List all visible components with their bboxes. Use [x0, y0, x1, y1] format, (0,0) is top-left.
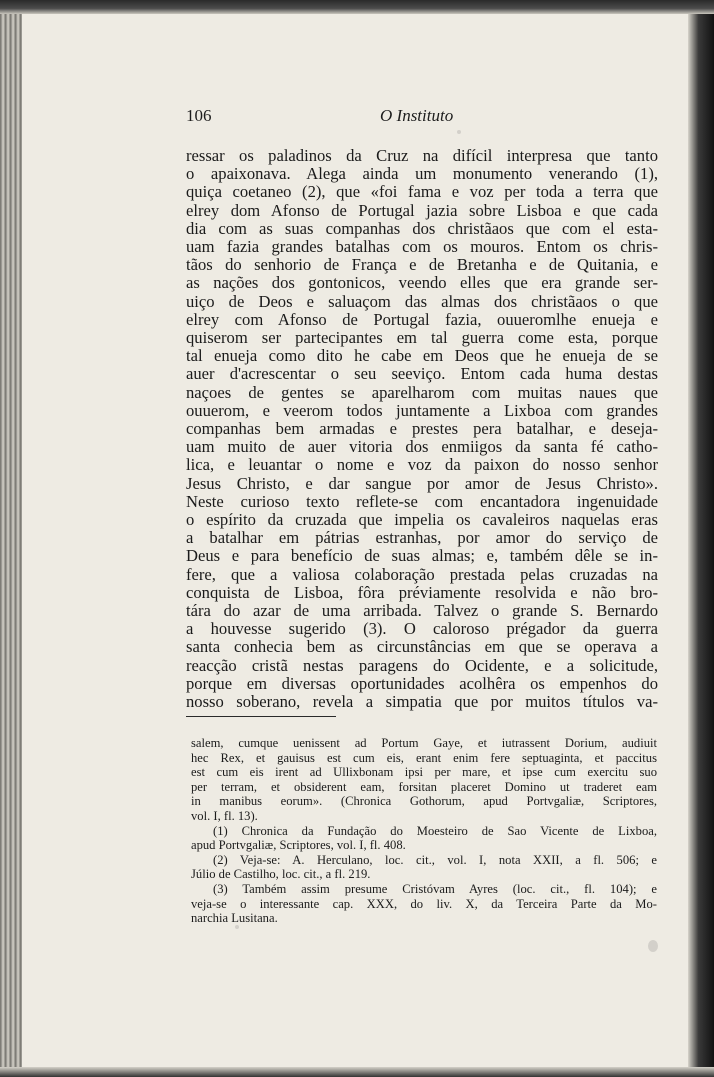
- text-line: elrey com Afonso de Portugal fazia, ouueromlhe enueja e: [186, 309, 658, 329]
- text-line: uiço de Deos e saluaçom das almas dos christãaos o que: [186, 291, 658, 311]
- text-line: a houvesse sugerido (3). O caloroso prégador da guerra: [186, 619, 658, 639]
- text-line: naçoes de gentes se aparelharom com muitas naues que: [186, 382, 658, 402]
- footnote-line: narchia Lusitana.: [191, 911, 278, 926]
- footnote-line: est cum eis irent ad Ullixbonam ipsi per mare, et ipse cum exercitu suo: [191, 765, 657, 780]
- footnote-line: per terram, et obsiderent eam, forsitan placeret Domino ut traderet eam: [191, 779, 657, 794]
- page-top-edge: [0, 0, 714, 14]
- text-line: porque em diversas oportunidades acolhêra os empenhos do: [186, 673, 658, 693]
- footnote-line: apud Portvgaliæ, Scriptores, vol. I, fl. 408.: [191, 838, 406, 853]
- footnote-line: (2) Veja-se: A. Herculano, loc. cit., vol. I, nota XXII, a fl. 506; e: [213, 852, 657, 867]
- footnote-line: vol. I, fl. 13).: [191, 808, 258, 823]
- text-line: quiserom ser partecipantes em tal guerra come esta, porque: [186, 328, 658, 348]
- text-line: quiça coetaneo (2), que «foi fama e voz per toda a terra que: [186, 182, 658, 202]
- ink-speck: [457, 130, 461, 134]
- text-line: auer d'acrescentar o seu seeviço. Entom cada huma destas: [186, 364, 658, 384]
- text-line: Neste curioso texto reflete-se com encantadora ingenuidade: [186, 491, 658, 511]
- footnote-separator: [186, 716, 336, 717]
- text-line: o espírito da cruzada que impelia os cavaleiros naquelas eras: [186, 510, 658, 530]
- footnote-line: salem, cumque uenissent ad Portum Gaye, et iutrassent Dorium, audiuit: [191, 736, 657, 750]
- text-line: uam fazia grandes batalhas com os mouros. Entom os chris-: [186, 237, 658, 257]
- footnote-line: hec Rex, et gauisus est cum eis, erant enim fere septuaginta, et paccitus: [191, 750, 657, 765]
- footnote-line: in manibus eorum». (Chronica Gothorum, apud Portvgaliæ, Scriptores,: [191, 794, 657, 809]
- text-line: tal enueja como dito he cabe em Deos que he enueja de se: [186, 346, 658, 366]
- page-right-edge: [688, 14, 714, 1077]
- footnote-line: (1) Chronica da Fundação do Moesteiro de Sao Vicente de Lixboa,: [213, 823, 657, 838]
- footnotes: [191, 736, 657, 926]
- main-text: [186, 147, 658, 711]
- footnote-line: Júlio de Castilho, loc. cit., a fl. 219.: [191, 867, 371, 882]
- text-line: fere, que a valiosa colaboração prestada pelas cruzadas na: [186, 564, 658, 584]
- text-line: companhas bem armadas e prestes pera batalhar, e deseja-: [186, 419, 658, 439]
- text-line: tára do azar de uma arribada. Talvez o grande S. Bernardo: [186, 601, 658, 621]
- text-line: o apaixonava. Alega ainda um monumento venerando (1),: [186, 164, 658, 184]
- text-line: Jesus Christo, e dar sangue por amor de Jesus Christo».: [186, 473, 658, 493]
- text-line: Deus e para benefício de suas almas; e, também dêle se in-: [186, 546, 658, 566]
- text-line: lica, e leuantar o nome e voz da paixon do nosso senhor: [186, 455, 658, 475]
- text-line: elrey dom Afonso de Portugal jazia sobre Lisboa e que cada: [186, 200, 658, 220]
- text-line: ouuerom, e veerom todos juntamente a Lixboa com grandes: [186, 400, 658, 420]
- text-line: tãos do senhorio de França e de Bretanha e de Quitania, e: [186, 255, 658, 275]
- text-line: conquista de Lisboa, fôra préviamente resolvida e não bro-: [186, 582, 658, 602]
- book-spine-edge: [0, 14, 22, 1077]
- footnote-line: (3) Também assim presume Cristóvam Ayres (loc. cit., fl. 104); e: [213, 881, 657, 896]
- text-line: as nações dos gontonicos, veendo elles que era grande ser-: [186, 273, 658, 293]
- page-number: 106: [186, 106, 212, 125]
- text-line: uam muito de auer vitoria dos enmiigos da santa fé catho-: [186, 437, 658, 457]
- ink-speck: [648, 940, 658, 952]
- text-line: dia com as suas companhas dos christãaos que com el esta-: [186, 218, 658, 238]
- text-line: a batalhar em pátrias estranhas, por amor do serviço de: [186, 528, 658, 548]
- text-line: reacção cristã nestas paragens do Ocidente, e a solicitude,: [186, 655, 658, 675]
- page-bottom-edge: [0, 1067, 714, 1077]
- text-line: nosso soberano, revela a simpatia que por muitos títulos va-: [186, 692, 658, 712]
- text-line: ressar os paladinos da Cruz na difícil interpresa que tanto: [186, 146, 658, 165]
- text-line: santa conhecia bem as circunstâncias em que se operava a: [186, 637, 658, 657]
- page-header: [186, 106, 658, 130]
- footnote-line: veja-se o interessante cap. XXX, do liv. X, da Terceira Parte da Mo-: [191, 896, 657, 911]
- running-title: O Instituto: [380, 106, 454, 125]
